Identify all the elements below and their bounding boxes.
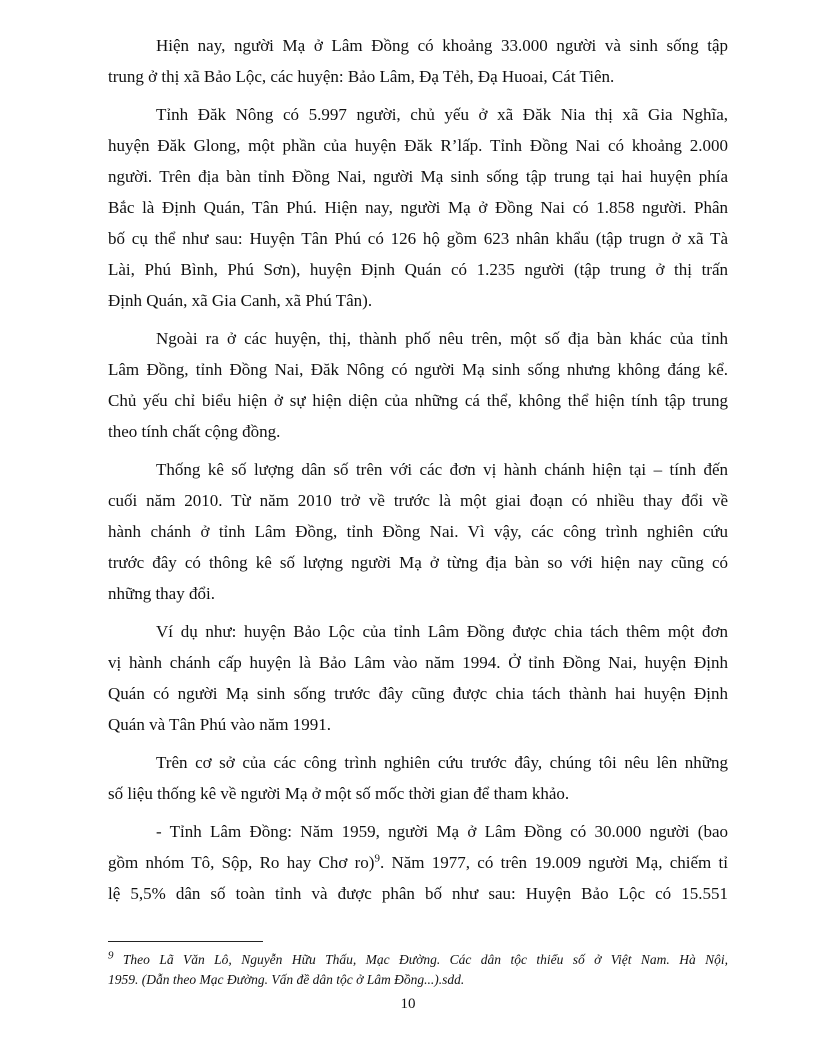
line-text: bố cụ thể như sau: Huyện Tân Phú có 126 hộ gồm 623 nhân khẩu (tập trugn ở xã Tà — [108, 229, 728, 248]
text-line — [108, 254, 728, 285]
line-text: Lâm Đồng, tỉnh Đồng Nai, Đăk Nông có người Mạ sinh sống nhưng không đáng kể. — [108, 360, 728, 379]
paragraph — [108, 99, 728, 316]
text-line — [108, 99, 728, 130]
footnote-text: Theo Lã Văn Lô, Nguyễn Hữu Thấu, Mạc Đường. Các dân tộc thiểu số ở Việt Nam. Hà Nội, — [122, 952, 729, 967]
text-line — [108, 416, 728, 447]
line-text: hành chánh ở tỉnh Lâm Đồng, tỉnh Đồng Nai. Vì vậy, các công trình nghiên cứu — [108, 522, 728, 541]
text-line — [108, 678, 728, 709]
text-line — [108, 30, 728, 61]
text-line — [108, 485, 728, 516]
text-line — [108, 616, 728, 647]
line-text: vị hành chánh cấp huyện là Bảo Lâm vào năm 1994. Ở tỉnh Đồng Nai, huyện Định — [108, 653, 728, 672]
line-text: Quán có người Mạ sinh sống trước đây cũng được chia tách thành hai huyện Định — [108, 684, 728, 703]
line-text: Định Quán, xã Gia Canh, xã Phú Tân). — [108, 291, 373, 310]
text-line — [108, 878, 728, 909]
line-text: số liệu thống kê về người Mạ ở một số mốc thời gian để tham khảo. — [108, 784, 570, 803]
line-text: những thay đổi. — [108, 584, 215, 603]
footnote-reference[interactable]: 9 — [374, 852, 380, 865]
text-line — [108, 816, 728, 847]
footnote-line — [108, 970, 728, 990]
footnote — [108, 950, 728, 990]
line-text: Lài, Phú Bình, Phú Sơn), huyện Định Quán có 1.235 người (tập trung ở thị trấn — [108, 260, 728, 279]
paragraph — [108, 454, 728, 609]
text-line — [108, 192, 728, 223]
line-text: Chủ yếu chỉ biểu hiện ở sự hiện diện của những cá thể, không thể hiện tính tập trung — [108, 391, 728, 410]
line-text: Quán và Tân Phú vào năm 1991. — [108, 715, 332, 734]
line-text: Hiện nay, người Mạ ở Lâm Đồng có khoảng 33.000 người và sinh sống tập — [156, 36, 728, 55]
text-line — [108, 454, 728, 485]
body-text — [108, 30, 728, 916]
line-text: trước đây có thông kê số lượng người Mạ ở từng địa bàn so với hiện nay cũng có — [108, 553, 728, 572]
text-line — [108, 130, 728, 161]
line-text: huyện Đăk Glong, một phần của huyện Đăk R’lấp. Tỉnh Đồng Nai có khoảng 2.000 — [108, 136, 728, 155]
text-line — [108, 547, 728, 578]
footnote-line — [108, 950, 728, 970]
paragraph — [108, 323, 728, 447]
text-line — [108, 385, 728, 416]
text-line — [108, 285, 728, 316]
text-line — [108, 61, 728, 92]
text-line — [108, 223, 728, 254]
line-text: Trên cơ sở của các công trình nghiên cứu trước đây, chúng tôi nêu lên những — [156, 753, 728, 772]
line-text: Bắc là Định Quán, Tân Phú. Hiện nay, người Mạ ở Đồng Nai có 1.858 người. Phân — [108, 198, 728, 217]
text-line — [108, 847, 728, 878]
line-text: gồm nhóm Tô, Sộp, Ro hay Chơ ro) — [108, 853, 375, 872]
paragraph — [108, 816, 728, 909]
footnote-separator — [108, 941, 263, 942]
line-text: người. Trên địa bàn tỉnh Đồng Nai, người Mạ sinh sống tập trung tại hai huyện phía — [108, 167, 728, 186]
footnote-text: 1959. (Dẫn theo Mạc Đường. Vấn đề dân tộc ở Lâm Đồng...).sdd. — [108, 972, 465, 987]
line-text: Ngoài ra ở các huyện, thị, thành phố nêu trên, một số địa bàn khác của tỉnh — [156, 329, 728, 348]
text-line — [108, 578, 728, 609]
text-line — [108, 647, 728, 678]
line-text: . Năm 1977, có trên 19.009 người Mạ, chiếm tỉ — [379, 853, 728, 872]
text-line — [108, 516, 728, 547]
line-text: theo tính chất cộng đồng. — [108, 422, 281, 441]
footnote-mark: 9 — [108, 949, 114, 962]
line-text: Tỉnh Đăk Nông có 5.997 người, chủ yếu ở xã Đăk Nia thị xã Gia Nghĩa, — [156, 105, 728, 124]
line-text: Thống kê số lượng dân số trên với các đơn vị hành chánh hiện tại – tính đến — [156, 460, 728, 479]
line-text: cuối năm 2010. Từ năm 2010 trở về trước là một giai đoạn có nhiều thay đổi về — [108, 491, 728, 510]
text-line — [108, 354, 728, 385]
line-text: Ví dụ như: huyện Bảo Lộc của tỉnh Lâm Đồng được chia tách thêm một đơn — [156, 622, 728, 641]
text-line — [108, 778, 728, 809]
line-text: - Tỉnh Lâm Đồng: Năm 1959, người Mạ ở Lâm Đồng có 30.000 người (bao — [156, 822, 728, 841]
paragraph — [108, 747, 728, 809]
page-number: 10 — [400, 996, 416, 1012]
paragraph — [108, 616, 728, 740]
paragraph — [108, 30, 728, 92]
text-line — [108, 323, 728, 354]
line-text: lệ 5,5% dân số toàn tỉnh và được phân bố như sau: Huyện Bảo Lộc có 15.551 — [108, 884, 728, 903]
line-text: trung ở thị xã Bảo Lộc, các huyện: Bảo Lâm, Đạ Tẻh, Đạ Huoai, Cát Tiên. — [108, 67, 615, 86]
text-line — [108, 161, 728, 192]
text-line — [108, 747, 728, 778]
text-line — [108, 709, 728, 740]
